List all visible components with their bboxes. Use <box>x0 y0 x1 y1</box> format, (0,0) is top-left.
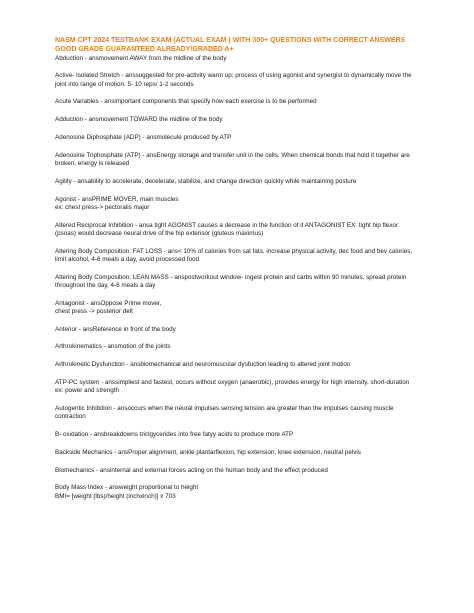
glossary-entry: Autogentic Inhibition - ansoccurs when the neural impulses sensing tension are greater than the impulses causing muscle contraction <box>55 404 394 421</box>
glossary-entry: Active- Isolated Stretch - anssuggested for pre-activity warm up; process of using agonist and synergist to dynamically move the joint into range of motion. 5- 10 reps/ 1-2 seconds <box>55 72 412 88</box>
glossary-entry: Adenosine Triphosphate (ATP) - ansEnergy storage and transfer unit in the cells. When chemical bonds that hold it together are broken, energy is released <box>55 151 410 167</box>
glossary-entry: Adduction - ansmovement TOWARD the midline of the body <box>55 116 223 124</box>
glossary-entry: Anterior - ansReference in front of the body <box>55 325 176 333</box>
glossary-entry: Biomechanics - ansinternal and external forces acting on the human body and the effect produced <box>55 466 328 474</box>
glossary-entry: Agility - ansability to accelerate, decelerate, stabilize, and change direction quickly while maintaining posture <box>55 177 357 185</box>
glossary-entry: B- oxidation - ansbreakdowns triclgycerides into free fatyy acids to produce more ATP <box>55 430 294 438</box>
glossary-entry: Acute Variables - ansimportant components that specify how each exercise is to be performed <box>55 98 317 106</box>
glossary-entry: Abduction - ansmovement AWAY from the midline of the body <box>55 54 227 62</box>
glossary-entry: Body Mass Index - answeight proportional to height BMI= [weight (lbs)/height (inchxinch)] x 703 <box>55 484 199 500</box>
glossary-entry: Antagonist - ansOppose Prime mover, chest press -> posterior delt <box>55 299 162 315</box>
glossary-entry: Arthrokinematics - ansmotion of the joints <box>55 343 171 351</box>
document-title: NASM CPT 2024 TESTBANK EXAM (ACTUAL EXAM ) WITH 300+ QUESTIONS WITH CORRECT ANSWERS GOOD GRADE GUARANTEED ALREADY/GRADED A+ <box>55 37 406 53</box>
document-body <box>55 37 420 510</box>
glossary-entry: Arthrokinetic Dysfunction - ansbiomechanical and neuromuscular dysfuction leading to altered joint motion <box>55 361 351 369</box>
glossary-entry: ATP-PC system - anssimpliest and fastest, occurs without oxygen (anaerobic), provides energy for high intensity, short-duration ex: power and strength <box>55 378 410 395</box>
glossary-entry: Agonist - ansPRIME MOVER, main muscles ex: chest press-> pectoralis major <box>55 195 179 211</box>
glossary-entry: Altered Reciprocal Inhibition - ansa tight AGONIST causes a decrease in the function of it ANTAGONIST EX: tight hip flexor (psoas) would decrease neural drive of the hip extensor (gluteus maximus) <box>55 221 398 237</box>
glossary-entry: Backside Mechanics - ansProper alignment, ankle plantarflexion, hip extension, knee extension, neutral pelvis <box>55 448 361 456</box>
glossary-entry: Altering Body Composition: LEAN MASS - anspostworkout window- ingest protein and carbs within 90 minutes, spread protein throughout the day, 4-6 meals a day <box>55 273 407 289</box>
glossary-entry: Adenosine Diphosphate (ADP) - ansmolecule produced by ATP <box>55 133 232 141</box>
glossary-entry: Altering Body Composition: FAT LOSS - ans< 10% of calories from sat fats, increase physical activity, dec food and bev calories, limit alcohol, 4-6 meals a day, avoid processed food <box>55 247 413 263</box>
